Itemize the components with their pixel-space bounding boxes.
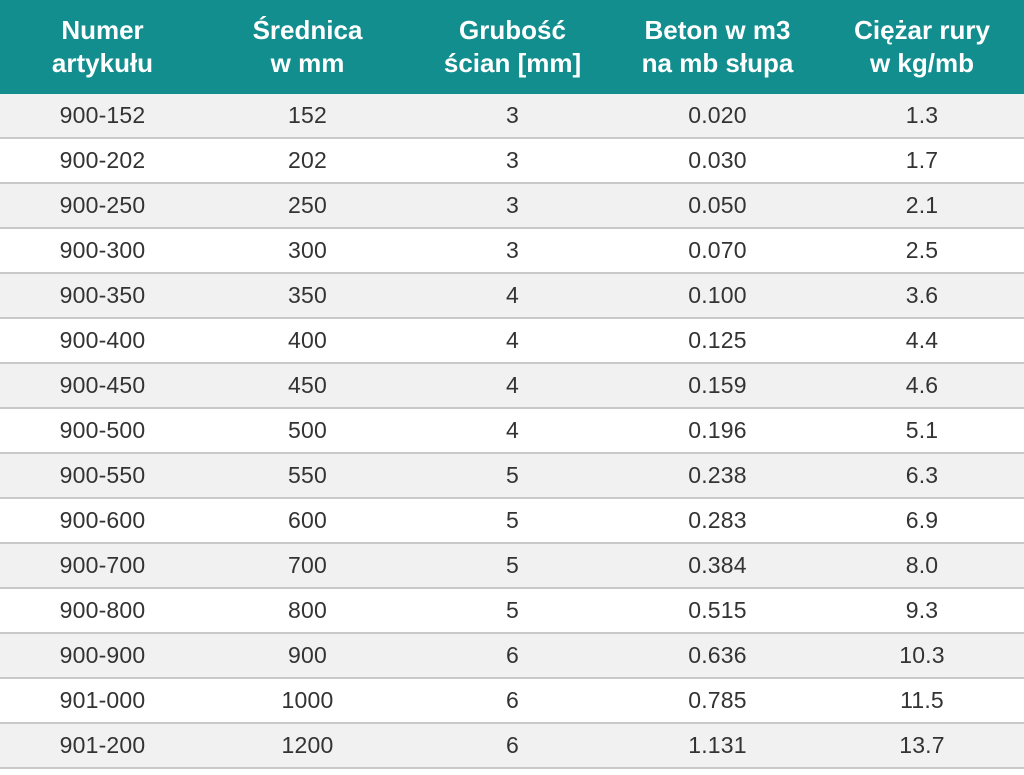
cell-wall-thickness: 5 <box>506 462 519 488</box>
cell-diameter: 1200 <box>281 732 334 758</box>
cell-concrete-volume: 0.196 <box>688 417 747 443</box>
cell-wall-thickness: 3 <box>506 237 519 263</box>
cell-diameter: 1000 <box>281 687 334 713</box>
table-row <box>0 274 1024 319</box>
cell-article-number: 900-900 <box>59 642 146 668</box>
cell-article-number: 900-350 <box>59 282 146 308</box>
table-row <box>0 409 1024 454</box>
cell-concrete-volume: 0.238 <box>688 462 747 488</box>
cell-pipe-weight: 1.7 <box>905 147 939 173</box>
cell-article-number: 901-200 <box>59 732 146 758</box>
cell-article-number: 900-800 <box>59 597 146 623</box>
table-row <box>0 94 1024 139</box>
cell-concrete-volume: 0.020 <box>688 102 747 128</box>
cell-diameter: 350 <box>288 282 327 308</box>
cell-article-number: 901-000 <box>59 687 146 713</box>
cell-diameter: 700 <box>288 552 327 578</box>
table-header <box>0 0 1024 94</box>
cell-pipe-weight: 8.0 <box>905 552 939 578</box>
table-row <box>0 229 1024 274</box>
cell-wall-thickness: 4 <box>506 372 519 398</box>
table-row <box>0 724 1024 769</box>
cell-pipe-weight: 2.1 <box>905 192 939 218</box>
cell-diameter: 202 <box>288 147 327 173</box>
cell-wall-thickness: 5 <box>506 597 519 623</box>
cell-concrete-volume: 0.636 <box>688 642 747 668</box>
table-body <box>0 94 1024 775</box>
cell-article-number: 900-250 <box>59 192 146 218</box>
table-row <box>0 544 1024 589</box>
cell-wall-thickness: 5 <box>506 552 519 578</box>
cell-wall-thickness: 4 <box>506 282 519 308</box>
cell-diameter: 250 <box>288 192 327 218</box>
column-header-wall-thickness: Grubość ścian [mm] <box>443 15 582 78</box>
cell-pipe-weight: 2.5 <box>905 237 939 263</box>
cell-concrete-volume: 0.159 <box>688 372 747 398</box>
cell-wall-thickness: 3 <box>506 102 519 128</box>
cell-concrete-volume: 1.131 <box>688 732 747 758</box>
table-row <box>0 589 1024 634</box>
cell-pipe-weight: 10.3 <box>899 642 945 668</box>
table-row <box>0 364 1024 409</box>
cell-article-number: 900-400 <box>59 327 146 353</box>
cell-pipe-weight: 6.3 <box>905 462 939 488</box>
column-header-article-number: Numer artykułu <box>51 15 154 78</box>
cell-article-number: 900-550 <box>59 462 146 488</box>
cell-pipe-weight: 1.3 <box>905 102 939 128</box>
table-row <box>0 499 1024 544</box>
cell-diameter: 800 <box>288 597 327 623</box>
cell-pipe-weight: 4.4 <box>905 327 939 353</box>
cell-article-number: 900-300 <box>59 237 146 263</box>
cell-diameter: 900 <box>288 642 327 668</box>
table-row <box>0 319 1024 364</box>
cell-article-number: 900-600 <box>59 507 146 533</box>
cell-pipe-weight: 13.7 <box>899 732 945 758</box>
cell-wall-thickness: 4 <box>506 327 519 353</box>
cell-diameter: 400 <box>288 327 327 353</box>
cell-diameter: 152 <box>288 102 327 128</box>
cell-wall-thickness: 6 <box>506 642 519 668</box>
table-row <box>0 139 1024 184</box>
cell-wall-thickness: 5 <box>506 507 519 533</box>
cell-concrete-volume: 0.125 <box>688 327 747 353</box>
cell-wall-thickness: 3 <box>506 147 519 173</box>
cell-article-number: 900-450 <box>59 372 146 398</box>
cell-concrete-volume: 0.785 <box>688 687 747 713</box>
cell-pipe-weight: 3.6 <box>905 282 939 308</box>
cell-pipe-weight: 9.3 <box>905 597 939 623</box>
cell-diameter: 300 <box>288 237 327 263</box>
cell-diameter: 600 <box>288 507 327 533</box>
cell-article-number: 900-152 <box>59 102 146 128</box>
cell-concrete-volume: 0.030 <box>688 147 747 173</box>
cell-diameter: 550 <box>288 462 327 488</box>
cell-wall-thickness: 3 <box>506 192 519 218</box>
cell-article-number: 900-500 <box>59 417 146 443</box>
column-header-concrete-volume: Beton w m3 na mb słupa <box>641 15 794 78</box>
cell-article-number: 900-202 <box>59 147 146 173</box>
cell-wall-thickness: 6 <box>506 732 519 758</box>
cell-pipe-weight: 5.1 <box>905 417 939 443</box>
cell-pipe-weight: 4.6 <box>905 372 939 398</box>
cell-concrete-volume: 0.283 <box>688 507 747 533</box>
column-header-pipe-weight: Ciężar rury w kg/mb <box>854 15 990 78</box>
cell-pipe-weight: 11.5 <box>900 687 944 713</box>
cell-concrete-volume: 0.050 <box>688 192 747 218</box>
column-header-diameter: Średnica w mm <box>252 15 363 78</box>
cell-article-number: 900-700 <box>59 552 146 578</box>
cell-diameter: 500 <box>288 417 327 443</box>
table-row <box>0 184 1024 229</box>
table-row <box>0 454 1024 499</box>
cell-concrete-volume: 0.515 <box>688 597 747 623</box>
cell-diameter: 450 <box>288 372 327 398</box>
cell-concrete-volume: 0.384 <box>688 552 747 578</box>
cell-wall-thickness: 4 <box>506 417 519 443</box>
cell-pipe-weight: 6.9 <box>905 507 939 533</box>
cell-concrete-volume: 0.100 <box>688 282 747 308</box>
table-row <box>0 634 1024 679</box>
table-row <box>0 679 1024 724</box>
cell-concrete-volume: 0.070 <box>688 237 747 263</box>
cell-wall-thickness: 6 <box>506 687 519 713</box>
